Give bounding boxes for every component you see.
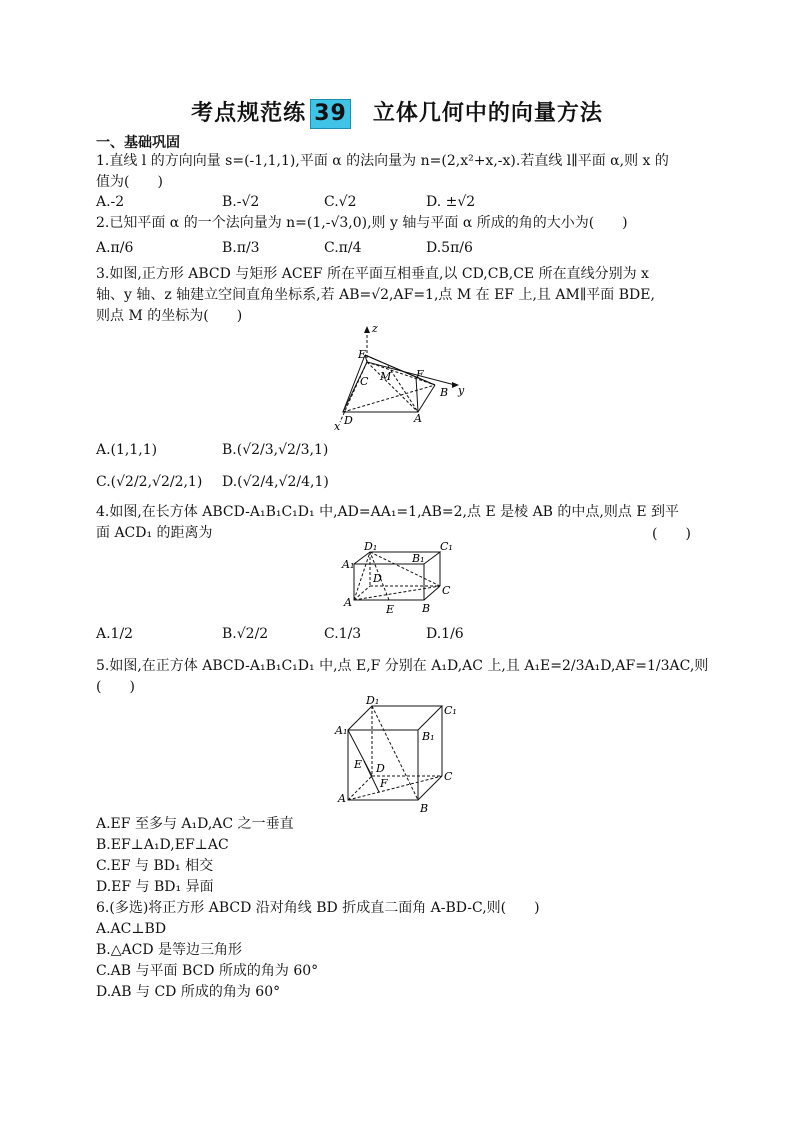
q3-label-x: x [334,420,341,432]
q6-line1: 6.(多选)将正方形 ABCD 沿对角线 BD 折成直二面角 A-BD-C,则( ) [96,900,540,916]
title-right: 立体几何中的向量方法 [372,101,603,126]
q4-line2: 面 ACD₁ 的距离为 [96,525,213,541]
q3-label-a: A [414,412,422,425]
q3-option-a: A.(1,1,1) [96,442,158,458]
q4-label-e: E [386,603,395,616]
q1-option-a: A.-2 [96,194,125,210]
q3-label-e: E [358,348,367,361]
q4-option-d: D.1/6 [426,626,464,642]
q4-option-b: B.√2/2 [222,626,269,642]
q6-option-d: D.AB 与 CD 所成的角为 60° [96,984,281,1000]
q1-line1: 1.直线 l 的方向向量 s=(-1,1,1),平面 α 的法向量为 n=(2,x²+x,-x).若直线 l∥平面 α,则 x 的 [96,153,669,169]
q4-label-b: B [422,602,431,615]
q5-label-e: E [354,758,363,771]
q5-line1: 5.如图,在正方体 ABCD-A₁B₁C₁D₁ 中,点 E,F 分别在 A₁D,AC 上,且 A₁E=2/3A₁D,AF=1/3AC,则 [96,658,709,674]
q3-label-c: C [360,375,369,388]
q3-option-b: B.(√2/3,√2/3,1) [222,442,329,458]
q4-label-a: A [344,596,352,609]
q3-line3: 则点 M 的坐标为( ) [96,308,243,324]
title-number-badge: 39 [310,99,351,129]
q4-label-c1: C₁ [440,540,453,553]
q3-line1: 3.如图,正方形 ABCD 与矩形 ACEF 所在平面互相垂直,以 CD,CB,CE 所在直线分别为 x [96,266,649,282]
q3-label-m: M [380,370,392,383]
q4-option-a: A.1/2 [96,626,134,642]
q5-option-c: C.EF 与 BD₁ 相交 [96,858,214,874]
q3-option-d: D.(√2/4,√2/4,1) [222,474,329,490]
q5-option-a: A.EF 至多与 A₁D,AC 之一垂直 [96,816,294,832]
q5-line2: ( ) [96,679,135,695]
q1-option-b: B.-√2 [222,194,260,210]
q5-option-b: B.EF⊥A₁D,EF⊥AC [96,837,229,853]
q5-option-d: D.EF 与 BD₁ 异面 [96,879,214,895]
q5-figure [330,690,460,815]
q3-label-y: y [458,384,465,397]
q1-option-d: D. ±√2 [426,194,476,210]
q3-line2: 轴、y 轴、z 轴建立空间直角坐标系,若 AB=√2,AF=1,点 M 在 EF 上,且 AM∥平面 BDE, [96,287,655,303]
q4-line1: 4.如图,在长方体 ABCD-A₁B₁C₁D₁ 中,AD=AA₁=1,AB=2,点 E 是棱 AB 的中点,则点 E 到平 [96,504,679,520]
q1-line2: 值为( ) [96,174,163,190]
page-title [0,96,794,129]
q5-label-f: F [380,777,388,790]
q3-label-z: z [372,322,378,335]
q4-answer-paren: ( ) [652,526,691,542]
q5-label-b: B [420,802,429,815]
q5-label-a1: A₁ [335,724,348,737]
q6-option-a: A.AC⊥BD [96,921,167,937]
q5-label-b1: B₁ [422,730,435,743]
q4-figure [340,540,460,620]
q6-option-c: C.AB 与平面 BCD 所成的角为 60° [96,963,319,979]
q2-option-c: C.π/4 [324,240,362,256]
q3-label-f: F [416,368,424,381]
q2-line1: 2.已知平面 α 的一个法向量为 n=(1,-√3,0),则 y 轴与平面 α 所成的角的大小为( ) [96,215,628,231]
q2-option-d: D.5π/6 [426,240,473,256]
q5-label-c1: C₁ [444,704,457,717]
q5-label-a: A [338,792,346,805]
q4-label-b1: B₁ [412,552,425,565]
q4-option-c: C.1/3 [324,626,362,642]
q3-label-d: D [344,414,353,427]
q4-label-d: D [373,572,382,585]
q5-label-c: C [444,770,453,783]
q4-label-d1: D₁ [364,540,378,553]
q2-option-a: A.π/6 [96,240,134,256]
q3-option-c: C.(√2/2,√2/2,1) [96,474,203,490]
q5-label-d: D [376,762,385,775]
q5-label-d1: D₁ [366,694,380,707]
q6-option-b: B.△ACD 是等边三角形 [96,942,243,958]
q4-label-a1: A₁ [342,558,355,571]
q2-option-b: B.π/3 [222,240,260,256]
q3-label-b: B [440,386,449,399]
title-left: 考点规范练 [191,101,307,126]
section-heading: 一、基础巩固 [96,135,180,151]
q1-option-c: C.√2 [324,194,357,210]
q3-figure [330,322,470,432]
q4-label-c: C [442,584,451,597]
